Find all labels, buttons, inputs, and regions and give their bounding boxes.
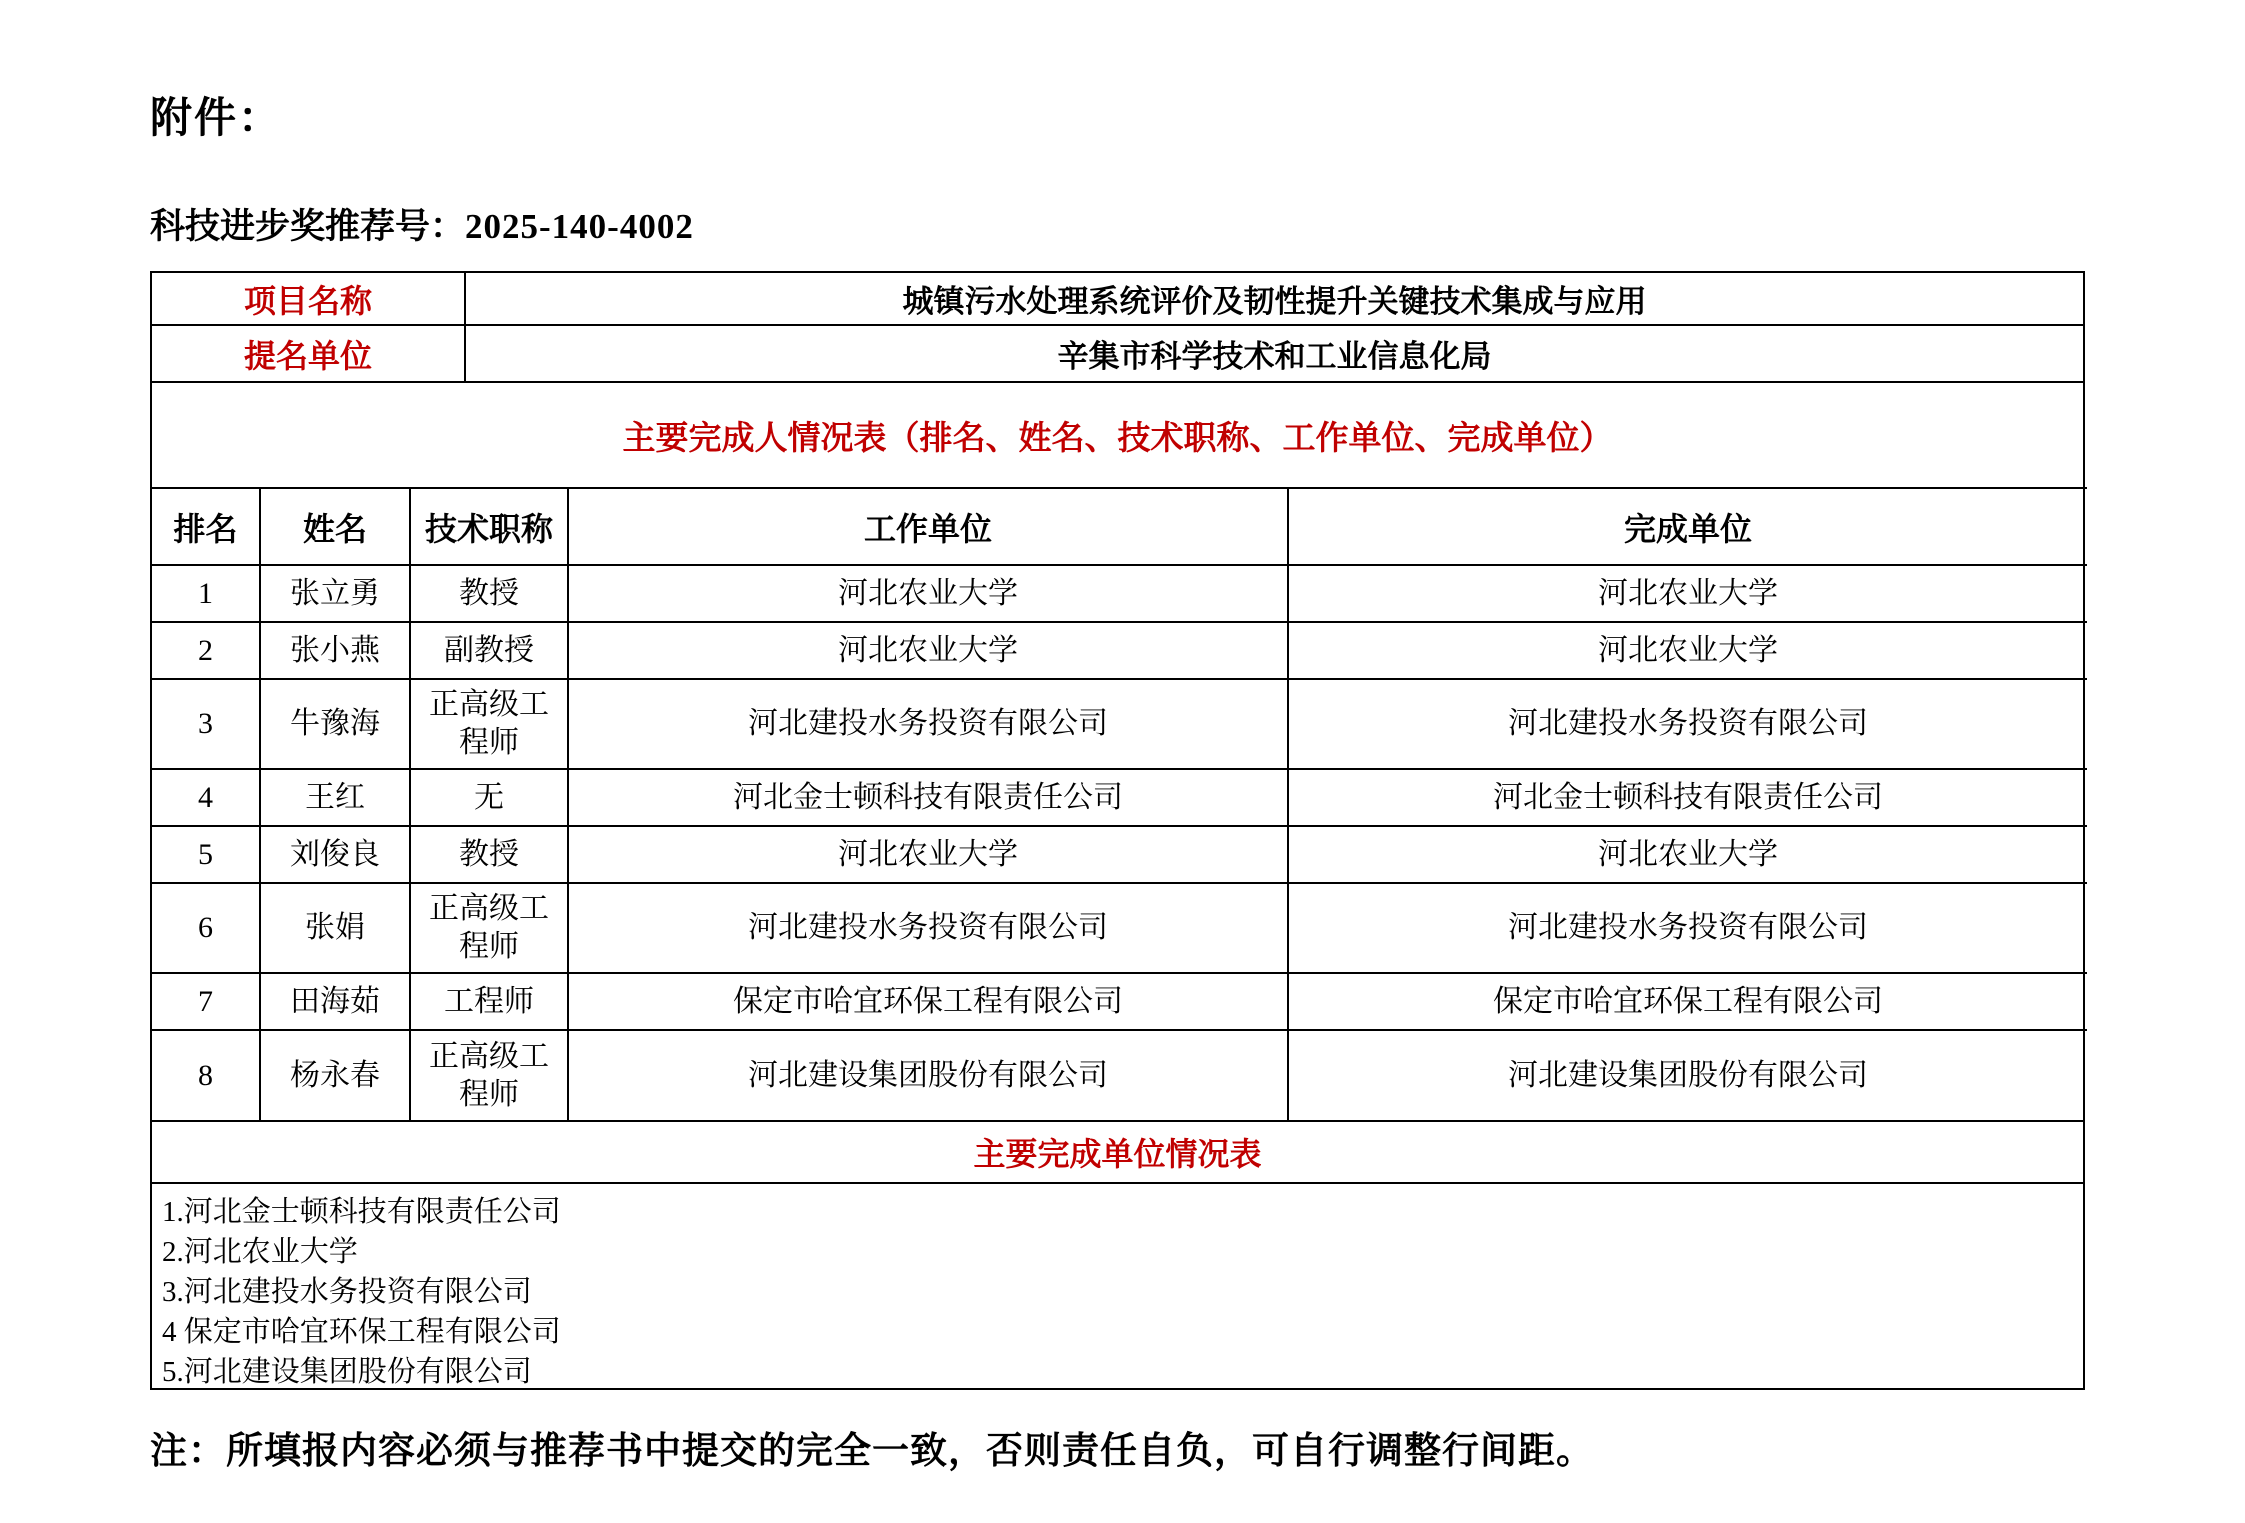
work-unit-cell: 河北建投水务投资有限公司 (568, 883, 1288, 973)
name-cell: 张立勇 (260, 565, 410, 622)
table-row (152, 1030, 2087, 1120)
completion-unit-cell: 河北农业大学 (1288, 622, 2087, 679)
title-cell: 副教授 (410, 622, 568, 679)
completers-table-title: 主要完成人情况表（排名、姓名、技术职称、工作单位、完成单位） (622, 420, 1613, 457)
work-unit-cell: 河北农业大学 (568, 565, 1288, 622)
completion-unit-cell: 保定市哈宜环保工程有限公司 (1288, 973, 2087, 1030)
list-item: 5.河北建设集团股份有限公司 (162, 1356, 532, 1388)
units-list (152, 1182, 2083, 1388)
recommendation-label: 科技进步奖推荐号： (150, 207, 466, 246)
title-cell: 教授 (410, 565, 568, 622)
completers-table (152, 487, 2087, 1120)
recommendation-line (150, 199, 2245, 249)
name-cell: 刘俊良 (260, 826, 410, 883)
completers-header-row (152, 488, 2087, 565)
name-cell: 王红 (260, 769, 410, 826)
nominating-unit-label: 提名单位 (152, 325, 465, 382)
nominating-unit-value: 辛集市科学技术和工业信息化局 (465, 325, 2083, 382)
completion-unit-cell: 河北建投水务投资有限公司 (1288, 883, 2087, 973)
title-cell: 正高级工程师 (410, 679, 568, 769)
rank-cell: 5 (152, 826, 260, 883)
title-cell: 教授 (410, 826, 568, 883)
table-row (152, 826, 2087, 883)
recommendation-number: 2025-140-4002 (465, 207, 694, 246)
title-cell: 正高级工程师 (410, 883, 568, 973)
rank-cell: 4 (152, 769, 260, 826)
name-cell: 张娟 (260, 883, 410, 973)
project-name-value: 城镇污水处理系统评价及韧性提升关键技术集成与应用 (465, 273, 2083, 325)
list-item: 4 保定市哈宜环保工程有限公司 (162, 1316, 561, 1348)
list-item: 1.河北金士顿科技有限责任公司 (162, 1196, 561, 1228)
header-rank: 排名 (152, 488, 260, 565)
name-cell: 张小燕 (260, 622, 410, 679)
name-cell: 杨永春 (260, 1030, 410, 1120)
rank-cell: 3 (152, 679, 260, 769)
table-row (152, 622, 2087, 679)
work-unit-cell: 河北农业大学 (568, 826, 1288, 883)
completion-unit-cell: 河北农业大学 (1288, 826, 2087, 883)
attachment-heading: 附件： (150, 96, 283, 142)
table-row (152, 769, 2087, 826)
table-row (152, 565, 2087, 622)
rank-cell: 2 (152, 622, 260, 679)
project-name-label: 项目名称 (152, 273, 465, 325)
completion-unit-cell: 河北农业大学 (1288, 565, 2087, 622)
list-item: 2.河北农业大学 (162, 1236, 358, 1268)
completion-unit-cell: 河北建投水务投资有限公司 (1288, 679, 2087, 769)
info-table (152, 273, 2083, 383)
table-row (152, 679, 2087, 769)
header-work-unit: 工作单位 (568, 488, 1288, 565)
rank-cell: 1 (152, 565, 260, 622)
work-unit-cell: 保定市哈宜环保工程有限公司 (568, 973, 1288, 1030)
units-table-title: 主要完成单位情况表 (152, 1120, 2083, 1182)
header-title: 技术职称 (410, 488, 568, 565)
completion-unit-cell: 河北建设集团股份有限公司 (1288, 1030, 2087, 1120)
rank-cell: 6 (152, 883, 260, 973)
project-name-row (152, 273, 2083, 325)
title-cell: 工程师 (410, 973, 568, 1030)
footer-note: 注：所填报内容必须与推荐书中提交的完全一致，否则责任自负，可自行调整行间距。 (150, 1431, 1594, 1472)
table-row (152, 883, 2087, 973)
work-unit-cell: 河北建投水务投资有限公司 (568, 679, 1288, 769)
work-unit-cell: 河北金士顿科技有限责任公司 (568, 769, 1288, 826)
rank-cell: 8 (152, 1030, 260, 1120)
work-unit-cell: 河北农业大学 (568, 622, 1288, 679)
name-cell: 田海茹 (260, 973, 410, 1030)
main-table (150, 271, 2085, 1390)
rank-cell: 7 (152, 973, 260, 1030)
header-name: 姓名 (260, 488, 410, 565)
table-row (152, 973, 2087, 1030)
completion-unit-cell: 河北金士顿科技有限责任公司 (1288, 769, 2087, 826)
list-item: 3.河北建投水务投资有限公司 (162, 1276, 532, 1308)
name-cell: 牛豫海 (260, 679, 410, 769)
header-completion-unit: 完成单位 (1288, 488, 2087, 565)
title-cell: 正高级工程师 (410, 1030, 568, 1120)
nominating-unit-row (152, 325, 2083, 382)
work-unit-cell: 河北建设集团股份有限公司 (568, 1030, 1288, 1120)
title-cell: 无 (410, 769, 568, 826)
